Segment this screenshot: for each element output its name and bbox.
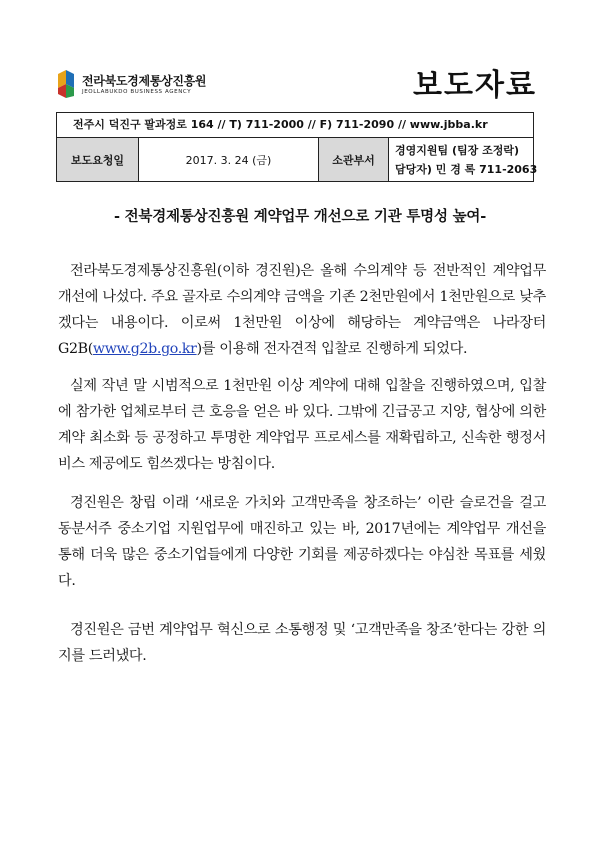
dept-label: 소관부서 (319, 138, 389, 181)
p1-text-post: )를 이용해 전자견적 입찰로 진행하게 되었다. (196, 341, 468, 357)
info-table (56, 138, 538, 182)
g2b-link[interactable]: www.g2b.go.kr (92, 341, 197, 357)
org-name-en: JEOLLABUKDO BUSINESS AGENCY (82, 89, 192, 95)
document-type-title: 보도자료 (413, 68, 537, 103)
body-paragraph-4: 경진원은 금번 계약업무 혁신으로 소통행정 및 ‘고객만족을 창조’한다는 강한 의지를 드러냈다. (58, 622, 546, 664)
date-label: 보도요청일 (57, 138, 139, 181)
org-name: 전라북도경제통상진흥원 (82, 74, 207, 88)
body-paragraph-1 (58, 258, 546, 362)
contact-line: 전주시 덕진구 팔과정로 164 // T) 711-2000 // F) 711-2090 // www.jbba.kr (56, 112, 534, 138)
headline: - 전북경제통상진흥원 계약업무 개선으로 기관 투명성 높여- (113, 208, 487, 225)
body-paragraph-3: 경진원은 창립 이래 ‘새로운 가치와 고객만족을 창조하는’ 이란 슬로건을 걸고 동분서주 중소기업 지원업무에 매진하고 있는 바, 2017년에는 계약업무 개선을 통해 더욱 많은 중소기업들에게 다양한 기회를 제공하겠다는 야심찬 목표를 세웠다. (58, 495, 546, 589)
dept-team: 경영지원팀 (팀장 조정락) (395, 143, 519, 157)
logo-mark-icon (56, 70, 78, 98)
dept-info (389, 138, 538, 181)
p1-text-pre: 전라북도경제통상진흥원(이하 경진원)은 올해 수의계약 등 전반적인 계약업무 개선에 나섰다. 주요 골자로 수의계약 금액을 기존 2천만원에서 1천만원으로 낮추겠다는 내용이다. 이로써 1천만원 이상에 해당하는 계약금액은 나라장터G2B( (58, 263, 546, 357)
dept-contact: 담당자) 민 경 록 711-2063 (395, 162, 538, 176)
body-paragraph-2: 실제 작년 말 시범적으로 1천만원 이상 계약에 대해 입찰을 진행하였으며, 입찰에 참가한 업체로부터 큰 호응을 얻은 바 있다. 그밖에 긴급공고 지양, 협상에 의한 계약 최소화 등 공정하고 투명한 계약업무 프로세스를 재확립하고, 신속한 행정서비스 제공에도 힘쓰겠다는 방침이다. (58, 378, 546, 472)
date-value: 2017. 3. 24 (금) (139, 138, 319, 181)
org-logo (56, 70, 236, 102)
